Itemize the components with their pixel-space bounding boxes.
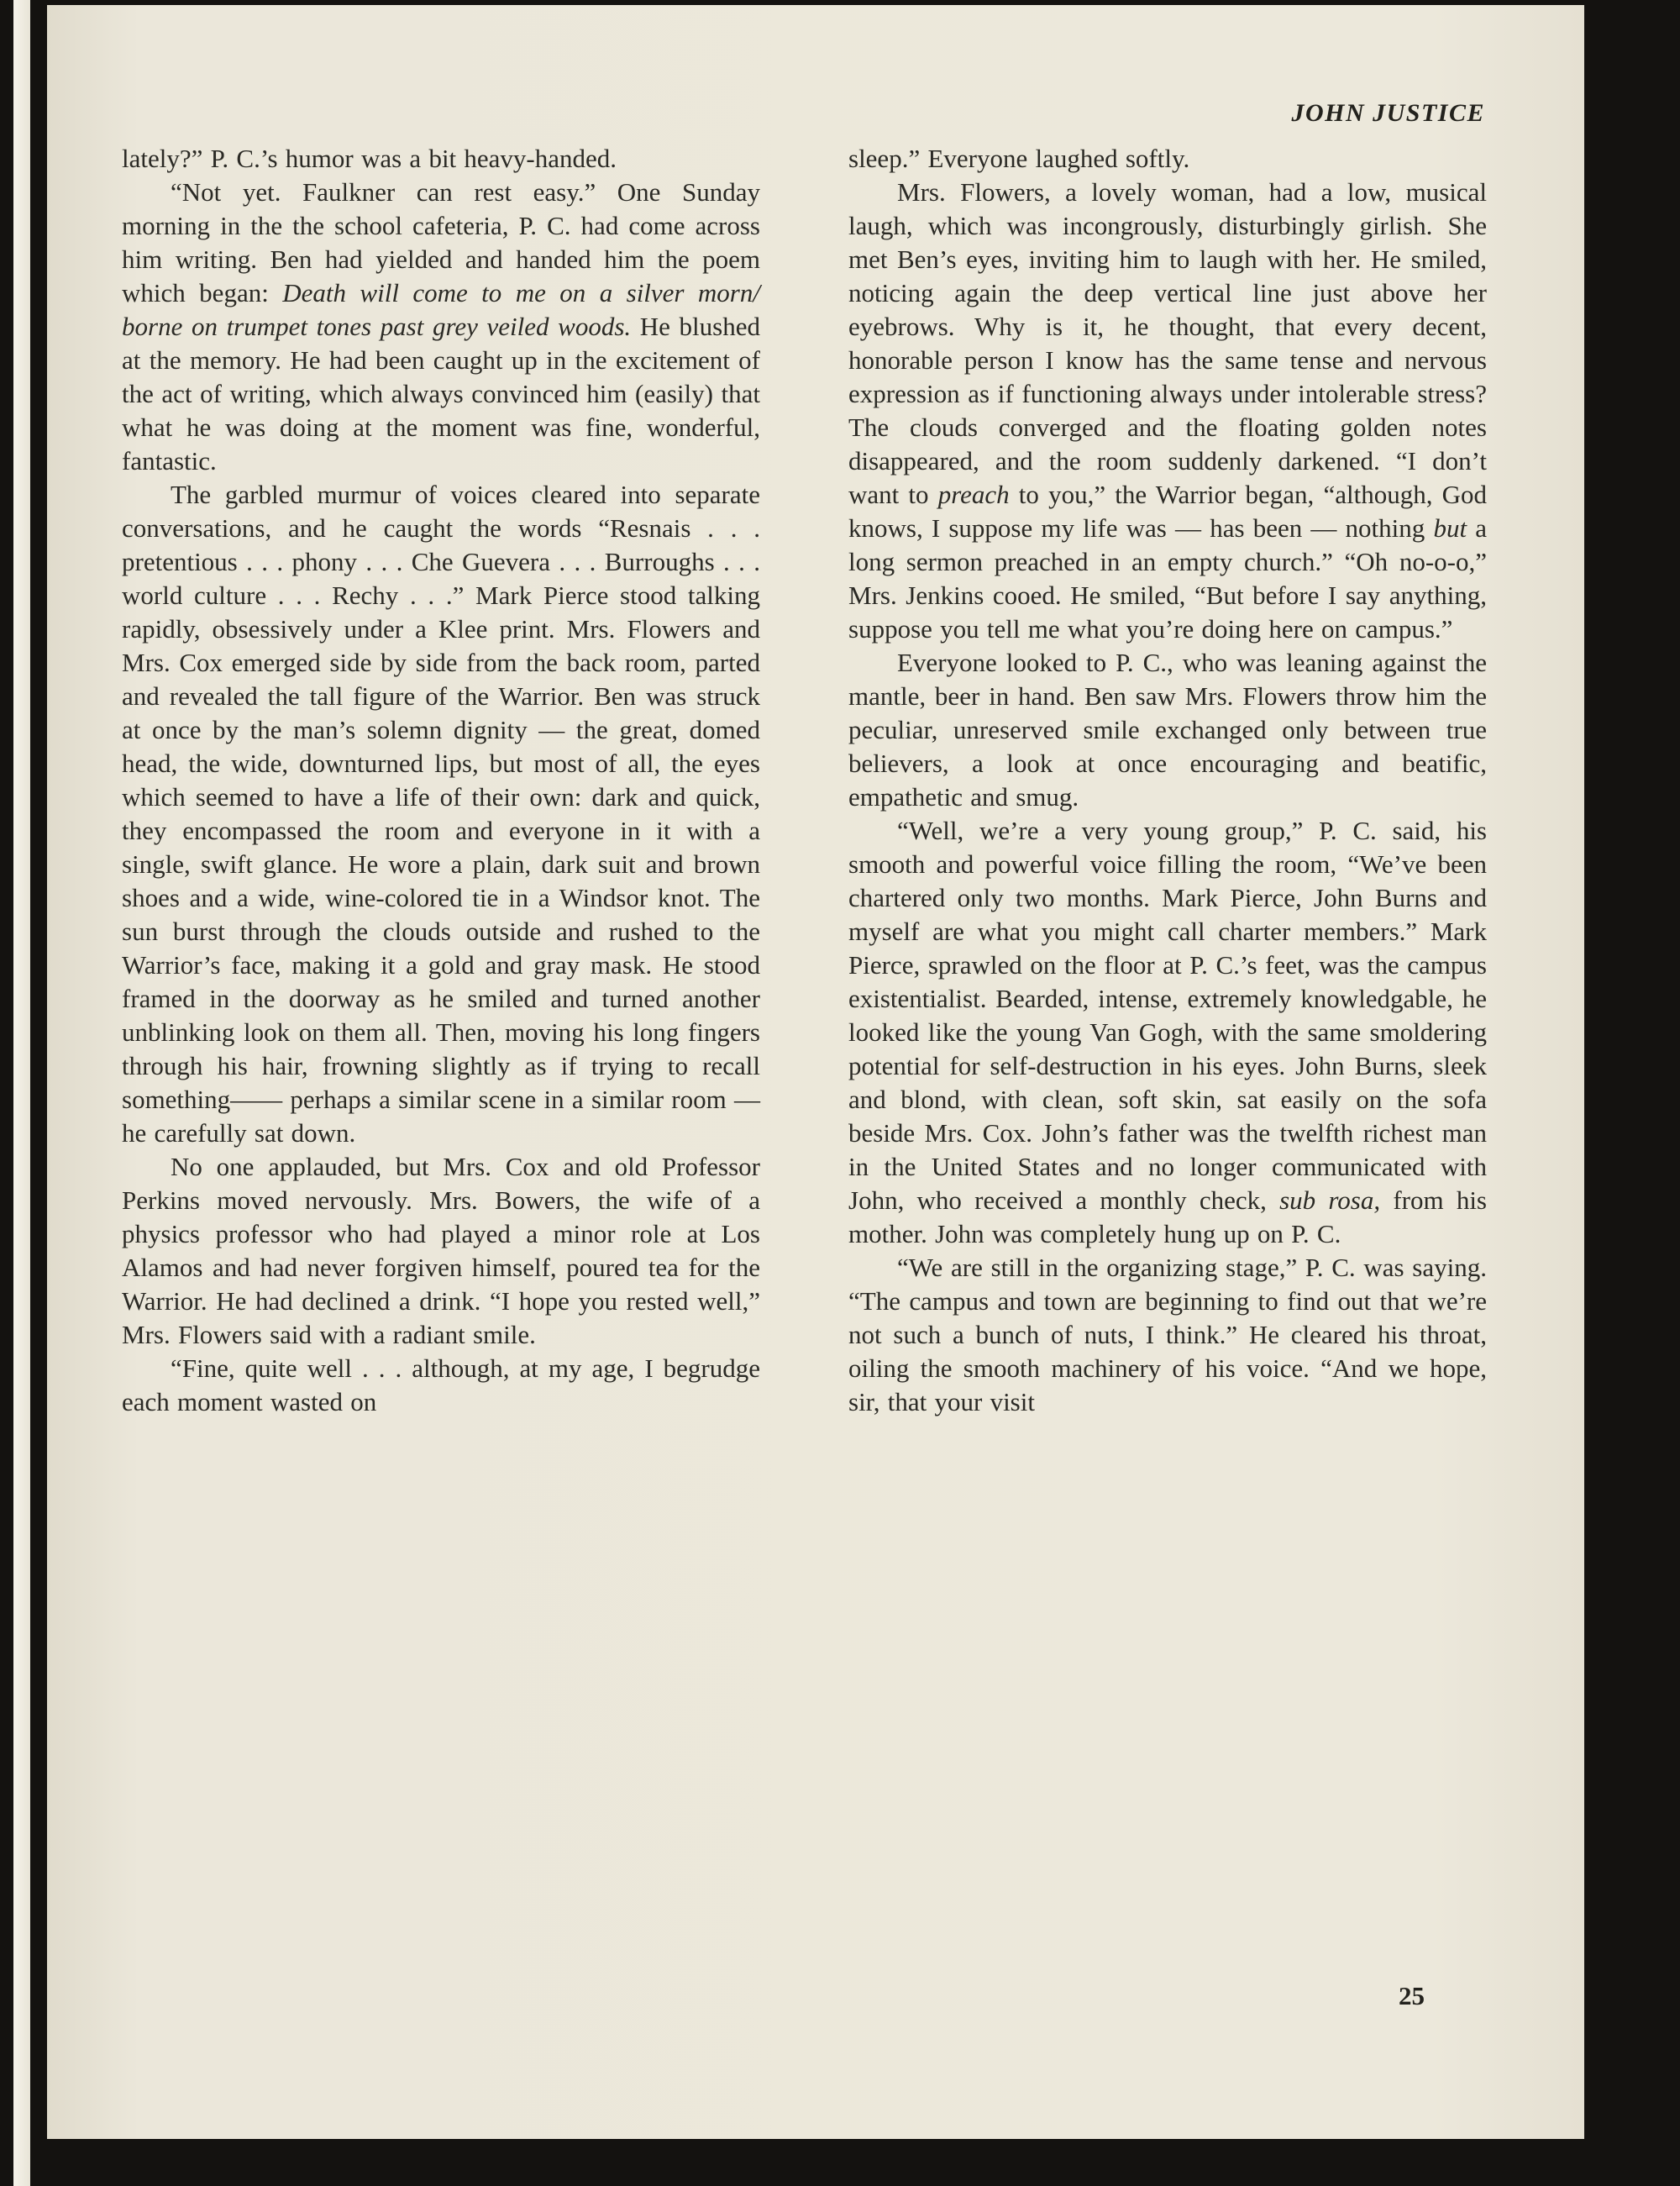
- page-number: 25: [1399, 1981, 1425, 2010]
- italic-text-run: preach: [937, 480, 1010, 509]
- italic-text-run: sub rosa,: [1279, 1185, 1381, 1215]
- text-run: a long sermon preached in an empty church.” “Oh no-o-o,” Mrs. Jenkins cooed. He smiled, “But before I say anything, suppose you tell me what you’re doing here on campus.”: [848, 513, 1487, 644]
- text-run: to you,” the Warrior began, “although, God knows, I suppose my life was — has been — nothing: [848, 480, 1487, 543]
- text-run: lately?” P. C.’s humor was a bit heavy-handed.: [122, 144, 617, 173]
- paragraph: [122, 1352, 760, 1419]
- paragraph: [848, 814, 1487, 1251]
- text-run: Mrs. Flowers, a lovely woman, had a low, musical laugh, which was incongrously, disturbingly girlish. She met Ben’s eyes, inviting him to laugh with her. He smiled, noticing again the deep vertical line just above her eyebrows. Why is it, he thought, that every decent, honorable person I know has the same tense and nervous expression as if functioning always under intolerable stress? The clouds converged and the floating golden notes disappeared, and the room suddenly darkened. “I don’t want to: [848, 177, 1487, 509]
- text-run: “Well, we’re a very young group,” P. C. said, his smooth and powerful voice filling the room, “We’ve been chartered only two months. Mark Pierce, John Burns and myself are what you might call charter members.” Mark Pierce, sprawled on the floor at P. C.’s feet, was the campus existentialist. Bearded, intense, extremely knowledgable, he looked like the young Van Gogh, with the same smoldering potential for self-destruction in his eyes. John Burns, sleek and blond, with clean, soft skin, sat easily on the sofa beside Mrs. Cox. John’s father was the twelfth richest man in the United States and no longer communicated with John, who received a monthly check,: [848, 816, 1487, 1215]
- paragraph: [122, 1150, 760, 1352]
- text-run: “Not yet. Faulkner can rest easy.” One Sunday morning in the the school cafeteria, P. C. had come across him writing. Ben had yielded and handed him the poem which began:: [122, 177, 760, 307]
- text-run: He blushed at the memory. He had been caught up in the excitement of the act of writing, which always convinced him (easily) that what he was doing at the moment was fine, wonderful, fantastic.: [122, 312, 760, 476]
- text-run: sleep.” Everyone laughed softly.: [848, 144, 1190, 173]
- book-page: [47, 5, 1584, 2139]
- text-run: Everyone looked to P. C., who was leaning against the mantle, beer in hand. Ben saw Mrs. Flowers throw him the peculiar, unreserved smile exchanged only between true believers, a look at once encouraging and beatific, empathetic and smug.: [848, 648, 1487, 812]
- paragraph: [122, 176, 760, 478]
- adjacent-page-edge: [13, 0, 30, 2186]
- text-run: The garbled murmur of voices cleared into separate conversations, and he caught the words “Resnais . . . pretentious . . . phony . . . Che Guevera . . . Burroughs . . . world culture . . . Rechy . . .” Mark Pierce stood talking rapidly, obsessively under a Klee print. Mrs. Flowers and Mrs. Cox emerged side by side from the back room, parted and revealed the tall figure of the Warrior. Ben was struck at once by the man’s solemn dignity — the great, domed head, the wide, downturned lips, but most of all, the eyes which seemed to have a life of their own: dark and quick, they encompassed the room and everyone in it with a single, swift glance. He wore a plain, dark suit and brown shoes and a wide, wine-colored tie in a Windsor knot. The sun burst through the clouds outside and rushed to the Warrior’s face, making it a gold and gray mask. He stood framed in the doorway as he smiled and turned another unblinking look on them all. Then, moving his long fingers through his hair, frowning slightly as if trying to recall something—— perhaps a similar scene in a similar room — he carefully sat down.: [122, 480, 760, 1148]
- paragraph: [122, 478, 760, 1150]
- italic-text-run: but: [1433, 513, 1467, 543]
- text-column-right: [848, 142, 1487, 1419]
- text-columns: [122, 142, 1487, 1419]
- paragraph: [848, 176, 1487, 646]
- paragraph: [122, 142, 760, 176]
- text-column-left: [122, 142, 760, 1419]
- paragraph: [848, 142, 1487, 176]
- text-run: from his mother. John was completely hung up on P. C.: [848, 1185, 1487, 1248]
- text-run: “Fine, quite well . . . although, at my age, I begrudge each moment wasted on: [122, 1353, 760, 1416]
- running-header: JOHN JUSTICE: [1291, 99, 1485, 127]
- text-run: “We are still in the organizing stage,” P. C. was saying. “The campus and town are beginning to find out that we’re not such a bunch of nuts, I think.” He cleared his throat, oiling the smooth machinery of his voice. “And we hope, sir, that your visit: [848, 1253, 1487, 1416]
- paragraph: [848, 1251, 1487, 1419]
- text-run: No one applauded, but Mrs. Cox and old Professor Perkins moved nervously. Mrs. Bowers, the wife of a physics professor who had played a minor role at Los Alamos and had never forgiven himself, poured tea for the Warrior. He had declined a drink. “I hope you rested well,” Mrs. Flowers said with a radiant smile.: [122, 1152, 760, 1349]
- paragraph: [848, 646, 1487, 814]
- italic-text-run: Death will come to me on a silver morn/ borne on trumpet tones past grey veiled woods.: [122, 278, 760, 341]
